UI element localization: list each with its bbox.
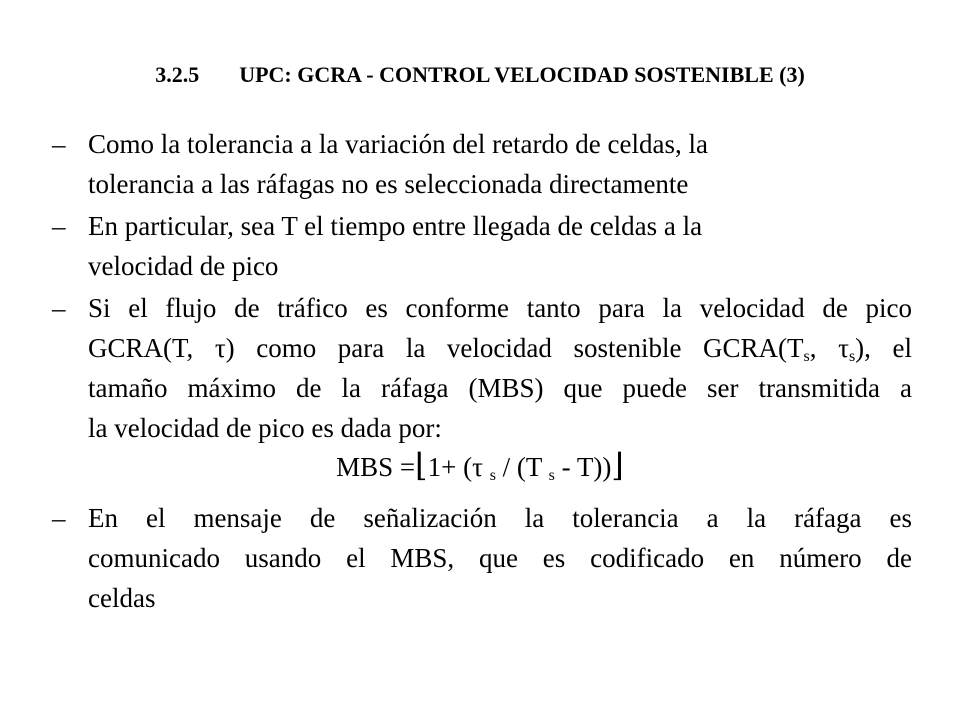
bullet-dash: – <box>52 503 66 533</box>
bullet-line: tolerancia a las ráfagas no es seleccionada directamente <box>88 169 689 199</box>
bullet-1 <box>52 124 912 204</box>
mbs-formula: MBS =⌊1+ (τ $_s$ / (T $_s$ - T))⌋ <box>336 447 624 484</box>
bullet-line: velocidad de pico <box>88 251 279 281</box>
bullet-line: GCRA(T, τ) como para la velocidad sostenible $GCRA(T_s$, $\tau_s$), el <box>88 333 912 365</box>
bullet-dash: – <box>52 129 66 159</box>
bullet-line: En particular, sea T el tiempo entre llegada de celdas a la <box>88 211 703 241</box>
bullet-dash: – <box>52 211 66 241</box>
bullet-line: comunicado usando el MBS, que es codificado en número de <box>88 543 912 573</box>
bullet-line: Como la tolerancia a la variación del retardo de celdas, la <box>88 129 708 159</box>
section-number: 3.2.5 <box>155 62 200 87</box>
bullet-line: la velocidad de pico es dada por: <box>88 413 442 443</box>
slide-title <box>0 62 960 88</box>
bullet-line: En el mensaje de señalización la tolerancia a la ráfaga es <box>88 503 912 533</box>
bullet-2 <box>52 206 912 286</box>
title-text: UPC: GCRA - CONTROL VELOCIDAD SOSTENIBLE (3) <box>239 62 805 87</box>
bullet-4 <box>52 498 912 618</box>
bullet-dash: – <box>52 293 66 323</box>
bullet-3 <box>52 288 912 448</box>
bullet-line: celdas <box>88 583 156 613</box>
bullet-line: tamaño máximo de la ráfaga (MBS) que puede ser transmitida a <box>88 373 912 403</box>
bullet-line: Si el flujo de tráfico es conforme tanto para la velocidad de pico <box>88 293 912 323</box>
